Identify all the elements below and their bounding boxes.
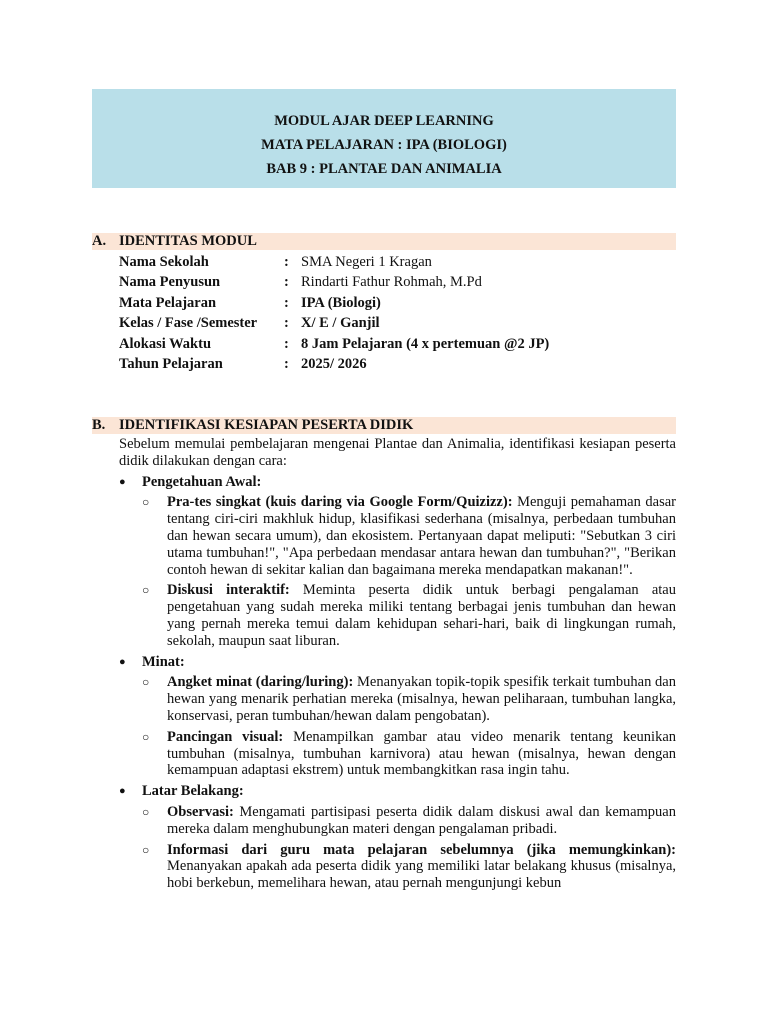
identity-value: IPA (Biologi) [301, 295, 381, 311]
identity-colon: : [284, 315, 289, 331]
title-line-3: BAB 9 : PLANTAE DAN ANIMALIA [266, 161, 502, 177]
item-lead: Pancingan visual: [167, 728, 284, 745]
item-text: Meminta peserta didik untuk berbagi pengalaman atau pengetahuan yang sudah mereka miliki tentang berbagai jenis tumbuhan dan hewan yang pernah mereka temui dalam kehidupan sehari-hari, baik di lingkungan rumah, sekolah, maupun saat liburan. [167, 582, 676, 649]
identity-row [119, 313, 676, 333]
identity-value: 8 Jam Pelajaran (4 x pertemuan @2 JP) [301, 336, 550, 352]
bullet-icon: ● [119, 785, 126, 798]
section-a-heading [92, 233, 676, 250]
sub-list-item [142, 674, 676, 724]
sub-list-item [142, 842, 676, 892]
identity-value: X/ E / Ganjil [301, 315, 380, 331]
list-item [119, 474, 676, 650]
item-text: Mengamati partisipasi peserta didik dalam diskusi awal dan kemampuan mereka dalam menghubungkan materi dengan pengalaman pribadi. [167, 803, 676, 837]
identity-colon: : [284, 336, 289, 352]
section-b-heading [92, 417, 676, 434]
circle-bullet-icon: ○ [142, 804, 150, 819]
identity-row [119, 252, 676, 272]
item-text: Menanyakan topik-topik spesifik terkait tumbuhan dan hewan yang menarik perhatian mereka (misalnya, hewan peliharaan, tumbuhan langka, konservasi, peran tumbuhan/hewan dalam pengobatan). [167, 674, 676, 724]
section-b-title: IDENTIFIKASI KESIAPAN PESERTA DIDIK [119, 417, 414, 433]
section-a-title: IDENTITAS MODUL [119, 233, 257, 249]
identity-label: Tahun Pelajaran [119, 356, 223, 372]
identity-label: Mata Pelajaran [119, 295, 217, 311]
section-b-letter: B. [92, 417, 106, 433]
identity-row [119, 354, 676, 374]
sub-list-item [142, 582, 676, 649]
circle-bullet-icon: ○ [142, 583, 150, 598]
group-title: Pengetahuan Awal: [142, 473, 262, 490]
identity-colon: : [284, 356, 289, 372]
group-title: Minat: [142, 653, 185, 670]
identity-value: 2025/ 2026 [301, 356, 367, 372]
item-text: Menampilkan gambar atau video menarik tentang keunikan tumbuhan (misalnya, tumbuhan karnivora) atau hewan (misalnya, hewan dengan kemampuan adaptasi ekstrem) untuk membangkitkan rasa ingin tahu. [167, 728, 677, 779]
identity-value: SMA Negeri 1 Kragan [301, 254, 432, 270]
title-line-1: MODUL AJAR DEEP LEARNING [274, 113, 494, 129]
identity-row [119, 293, 676, 313]
bullet-icon: ● [119, 655, 126, 668]
item-lead: Angket minat (daring/luring): [167, 674, 354, 691]
list-item [119, 783, 676, 892]
identity-colon: : [284, 274, 289, 290]
circle-bullet-icon: ○ [142, 842, 150, 857]
item-text: Menanyakan apakah ada peserta didik yang memiliki latar belakang khusus (misalnya, hobi berkebun, memelihara hewan, atau pernah mengunjungi kebun [167, 858, 676, 892]
circle-bullet-icon: ○ [142, 675, 150, 690]
item-lead: Diskusi interaktif: [167, 582, 290, 599]
identity-label: Nama Sekolah [119, 254, 209, 270]
item-lead: Pra-tes singkat (kuis daring via Google Form/Quizizz): [167, 494, 513, 511]
list-item [119, 654, 676, 780]
identity-value: Rindarti Fathur Rohmah, M.Pd [301, 274, 482, 290]
intro-paragraph: Sebelum memulai pembelajaran mengenai Plantae dan Animalia, identifikasi kesiapan peserta didik dilakukan dengan cara: [119, 436, 676, 469]
sub-list-item [142, 729, 676, 779]
sub-list-item [142, 804, 676, 838]
circle-bullet-icon: ○ [142, 729, 150, 744]
identity-row [119, 334, 676, 354]
sub-list-item [142, 494, 676, 578]
bullet-icon: ● [119, 475, 126, 488]
identity-label: Nama Penyusun [119, 274, 221, 290]
identity-row [119, 272, 676, 292]
item-text: Menguji pemahaman dasar tentang ciri-ciri makhluk hidup, klasifikasi sederhana (misalnya, perbedaan tumbuhan dan hewan secara umum), dan ekosistem. Pertanyaan dapat meliputi: "Sebutkan 3 ciri utama tumbuhan!", "Apa perbedaan mendasar antara hewan dan tumbuhan?", "Berikan contoh hewan di sekitar kalian dan bagaimana mereka mendapatkan makanan!". [167, 494, 676, 578]
section-b-content [119, 436, 676, 892]
title-line-2: MATA PELAJARAN : IPA (BIOLOGI) [261, 137, 507, 153]
title-box [92, 89, 676, 188]
group-title: Latar Belakang: [142, 783, 244, 800]
identity-colon: : [284, 295, 289, 311]
identity-label: Alokasi Waktu [119, 336, 212, 352]
item-lead: Informasi dari guru mata pelajaran sebelumnya (jika memungkinkan): [167, 841, 676, 858]
item-lead: Observasi: [167, 803, 234, 820]
circle-bullet-icon: ○ [142, 495, 150, 510]
identity-colon: : [284, 254, 289, 270]
section-a-letter: A. [92, 233, 107, 249]
identity-label: Kelas / Fase /Semester [119, 315, 258, 331]
